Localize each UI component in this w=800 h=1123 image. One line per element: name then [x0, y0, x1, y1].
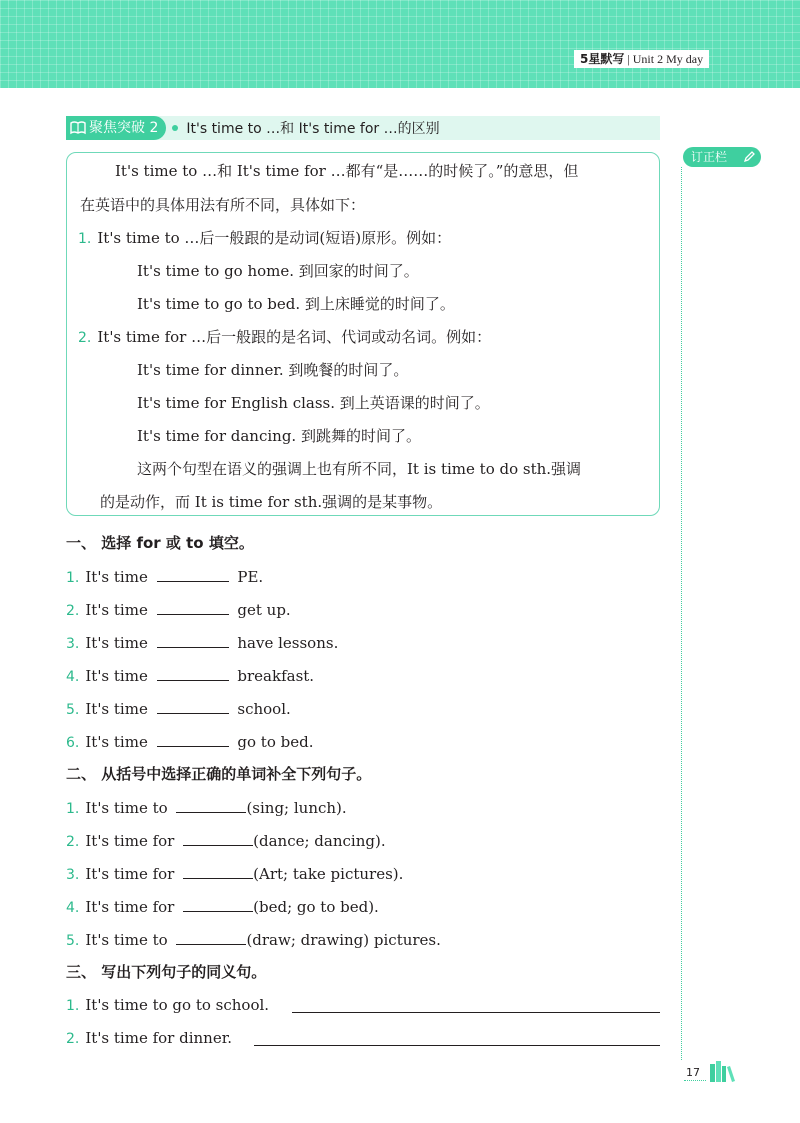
list-item [66, 665, 314, 687]
point-1 [78, 228, 451, 249]
item-text: (dance; dancing). [253, 832, 386, 850]
point-2-number: 2. [78, 330, 92, 346]
page-number-underline [684, 1080, 706, 1081]
exercise-2-heading: 二、 从括号中选择正确的单词补全下列句子。 [66, 765, 372, 783]
list-item [66, 698, 291, 720]
answer-line[interactable] [254, 1045, 660, 1046]
books-icon [708, 1058, 736, 1082]
item-text: (draw; drawing) pictures. [246, 931, 441, 949]
item-number: 3. [66, 636, 80, 652]
list-item [66, 830, 386, 852]
item-number: 5. [66, 933, 80, 949]
answer-blank[interactable] [157, 731, 229, 747]
item-text: have lessons. [237, 634, 339, 652]
point-2-example: It's time for English class. 到上英语课的时间了。 [137, 394, 490, 412]
item-text: It's time for [85, 832, 175, 850]
item-text: It's time [85, 568, 148, 586]
answer-blank[interactable] [176, 929, 246, 945]
item-text: PE. [237, 568, 264, 586]
answer-blank[interactable] [183, 830, 253, 846]
list-item [66, 731, 313, 753]
exercise-1-heading: 一、 选择 for 或 to 填空。 [66, 534, 254, 552]
item-number: 1. [66, 570, 80, 586]
item-text: It's time [85, 700, 148, 718]
item-number: 5. [66, 702, 80, 718]
list-item [66, 896, 379, 918]
item-number: 3. [66, 867, 80, 883]
point-1-number: 1. [78, 231, 92, 247]
list-item [66, 632, 338, 654]
correction-column-tag [683, 147, 761, 167]
list-item [66, 995, 269, 1016]
header-unit-title: Unit 2 My day [632, 52, 704, 66]
summary-line-2: 的是动作，而 It is time for sth.强调的是某事物。 [100, 493, 443, 511]
item-text: get up. [237, 601, 291, 619]
item-text: (sing; lunch). [246, 799, 347, 817]
answer-blank[interactable] [183, 863, 253, 879]
item-text: It's time [85, 634, 148, 652]
item-number: 4. [66, 669, 80, 685]
item-text: It's time for [85, 865, 175, 883]
dot-icon [172, 125, 178, 131]
answer-blank[interactable] [176, 797, 246, 813]
answer-blank[interactable] [157, 599, 229, 615]
list-item [66, 599, 291, 621]
summary-line-1: 这两个句型在语义的强调上也有所不同，It is time to do sth.强调 [137, 460, 582, 478]
point-2-text: It's time for …后一般跟的是名词、代词或动名词。例如： [97, 328, 492, 346]
item-text: It's time to [85, 799, 168, 817]
correction-column-divider [681, 167, 682, 1060]
answer-blank[interactable] [157, 698, 229, 714]
point-2-example: It's time for dinner. 到晚餐的时间了。 [137, 361, 409, 379]
header-unit-tag [574, 50, 709, 68]
item-text: school. [237, 700, 291, 718]
focus-section-badge [66, 116, 166, 140]
item-number: 2. [66, 834, 80, 850]
point-1-example: It's time to go to bed. 到上床睡觉的时间了。 [137, 295, 455, 313]
answer-line[interactable] [292, 1012, 660, 1013]
header-brand: 5星默写 [580, 52, 625, 66]
header-separator: | [627, 52, 630, 66]
intro-line-1: It's time to …和 It's time for …都有“是……的时候了。”的意思，但 [115, 162, 579, 180]
item-number: 1. [66, 801, 80, 817]
list-item [66, 797, 347, 819]
page-number: 17 [686, 1066, 700, 1079]
focus-section-title: It's time to …和 It's time for …的区别 [186, 121, 440, 137]
list-item [66, 929, 441, 951]
item-text: breakfast. [237, 667, 315, 685]
answer-blank[interactable] [157, 632, 229, 648]
item-text: It's time to [85, 931, 168, 949]
item-number: 6. [66, 735, 80, 751]
book-icon [70, 121, 86, 135]
item-text: It's time [85, 733, 148, 751]
focus-section-bar [66, 116, 660, 140]
answer-blank[interactable] [157, 566, 229, 582]
focus-section-badge-label: 聚焦突破 2 [89, 120, 159, 136]
item-text: It's time [85, 667, 148, 685]
item-text: It's time for [85, 898, 175, 916]
point-1-example: It's time to go home. 到回家的时间了。 [137, 262, 419, 280]
item-text: It's time to go to school. [85, 996, 270, 1014]
item-text: (Art; take pictures). [253, 865, 404, 883]
item-text: It's time [85, 601, 148, 619]
item-text: (bed; go to bed). [253, 898, 379, 916]
answer-blank[interactable] [183, 896, 253, 912]
answer-blank[interactable] [157, 665, 229, 681]
item-number: 1. [66, 998, 80, 1014]
pencil-icon [743, 151, 755, 163]
correction-column-label: 订正栏 [691, 150, 728, 164]
point-1-text: It's time to …后一般跟的是动词(短语)原形。例如： [97, 229, 452, 247]
intro-line-2: 在英语中的具体用法有所不同，具体如下： [80, 196, 366, 214]
item-text: It's time for dinner. [85, 1029, 233, 1047]
item-number: 2. [66, 603, 80, 619]
point-2 [78, 327, 491, 348]
list-item [66, 566, 263, 588]
top-header-band [0, 0, 800, 88]
item-number: 4. [66, 900, 80, 916]
item-text: go to bed. [237, 733, 314, 751]
item-number: 2. [66, 1031, 80, 1047]
list-item [66, 1028, 232, 1049]
list-item [66, 863, 403, 885]
exercise-3-heading: 三、 写出下列句子的同义句。 [66, 963, 267, 981]
point-2-example: It's time for dancing. 到跳舞的时间了。 [137, 427, 421, 445]
